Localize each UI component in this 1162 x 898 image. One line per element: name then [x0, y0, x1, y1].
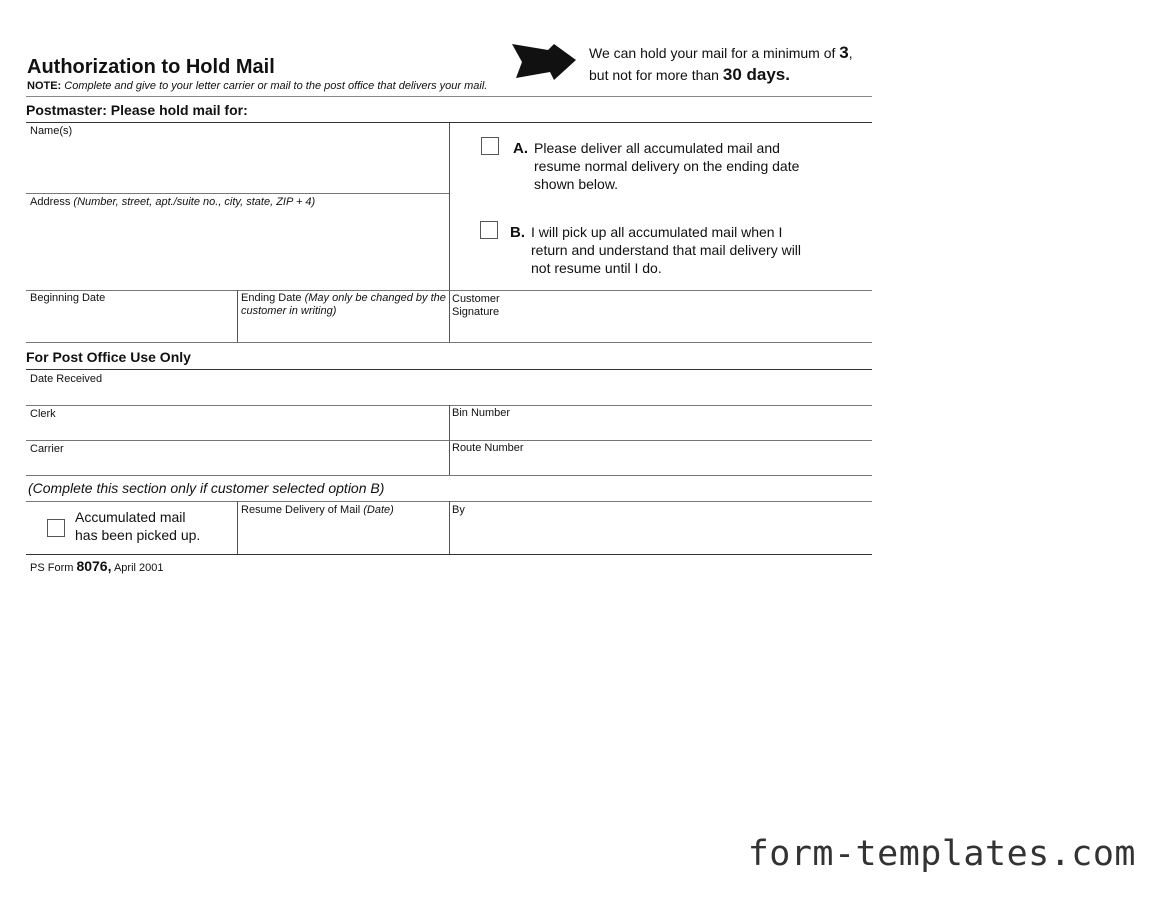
date-received-field[interactable]: [30, 373, 102, 386]
option-b: [510, 223, 810, 277]
note-text: Complete and give to your letter carrier or mail to the post office that delivers your mail.: [61, 80, 488, 92]
option-a: [513, 139, 803, 193]
address-label: Address: [30, 196, 71, 208]
bin-number-field[interactable]: [452, 407, 510, 420]
note-label: NOTE:: [27, 80, 62, 92]
grid-divider: [26, 475, 872, 476]
picked-up-line2: has been picked up.: [75, 527, 201, 543]
hold-min-days: 3: [839, 43, 849, 62]
grid-divider: [26, 290, 872, 291]
carrier-field[interactable]: [30, 443, 64, 456]
form-title: Authorization to Hold Mail: [27, 56, 275, 78]
hold-line2: but not for more than: [589, 67, 723, 83]
ending-date-field[interactable]: [241, 292, 447, 318]
form-prefix: PS Form: [30, 562, 77, 574]
hold-line1: We can hold your mail for a minimum of: [589, 45, 840, 61]
grid-divider: [26, 193, 449, 194]
option-a-text: Please deliver all accumulated mail and resume normal delivery on the ending date shown below.: [534, 140, 800, 192]
option-a-checkbox[interactable]: [481, 137, 499, 155]
resume-delivery-label: Resume Delivery of Mail: [241, 504, 361, 516]
clerk-label: Clerk: [30, 408, 56, 420]
section-divider: [26, 369, 872, 370]
form-number: 8076,: [76, 558, 112, 574]
form-note: [27, 80, 487, 92]
route-number-field[interactable]: [452, 442, 524, 455]
carrier-label: Carrier: [30, 443, 64, 455]
hold-duration-notice: [589, 42, 853, 86]
right-arrow-icon: [510, 42, 578, 82]
grid-divider: [237, 290, 238, 343]
ending-date-hint: (May only be changed by the customer in writing): [241, 292, 446, 317]
option-b-text: I will pick up all accumulated mail when I return and understand that mail delivery will not resume until I do.: [531, 224, 802, 276]
beginning-date-field[interactable]: [30, 292, 105, 305]
grid-divider: [237, 501, 238, 554]
form-date: April 2001: [111, 562, 164, 574]
date-received-label: Date Received: [30, 373, 103, 385]
resume-delivery-hint: (Date): [363, 504, 394, 516]
ending-date-label: Ending Date: [241, 292, 302, 304]
by-field[interactable]: [452, 504, 465, 517]
signature-label-line2: Signature: [452, 306, 500, 318]
signature-field[interactable]: [452, 293, 500, 319]
picked-up-statement: [75, 508, 200, 544]
route-number-label: Route Number: [452, 442, 524, 454]
watermark: form-templates.com: [747, 834, 1136, 874]
post-office-heading: For Post Office Use Only: [26, 349, 191, 365]
hold-line1-end: ,: [848, 45, 853, 61]
bin-number-label: Bin Number: [452, 407, 511, 419]
picked-up-checkbox[interactable]: [47, 519, 65, 537]
address-field[interactable]: [30, 196, 315, 209]
grid-divider: [26, 342, 872, 343]
beginning-date-label: Beginning Date: [30, 292, 106, 304]
resume-delivery-field[interactable]: [241, 504, 394, 517]
by-label: By: [452, 504, 465, 516]
address-hint: (Number, street, apt./suite no., city, state, ZIP + 4): [73, 196, 316, 208]
grid-divider: [449, 123, 450, 343]
postmaster-heading: Postmaster: Please hold mail for:: [26, 102, 248, 118]
header-divider: [26, 96, 872, 97]
picked-up-line1: Accumulated mail: [75, 509, 186, 525]
form-footer: [30, 558, 163, 574]
bottom-divider: [26, 554, 872, 555]
option-b-checkbox[interactable]: [480, 221, 498, 239]
grid-divider: [26, 440, 872, 441]
names-label: Name(s): [30, 125, 73, 137]
signature-label-line1: Customer: [452, 293, 500, 305]
option-b-instruction: (Complete this section only if customer selected option B): [28, 480, 385, 496]
hold-max-days: 30 days.: [722, 65, 790, 84]
clerk-field[interactable]: [30, 408, 56, 421]
option-a-letter: A.: [513, 140, 528, 157]
names-field[interactable]: [30, 125, 72, 138]
grid-divider: [449, 501, 450, 554]
option-b-letter: B.: [510, 224, 525, 241]
